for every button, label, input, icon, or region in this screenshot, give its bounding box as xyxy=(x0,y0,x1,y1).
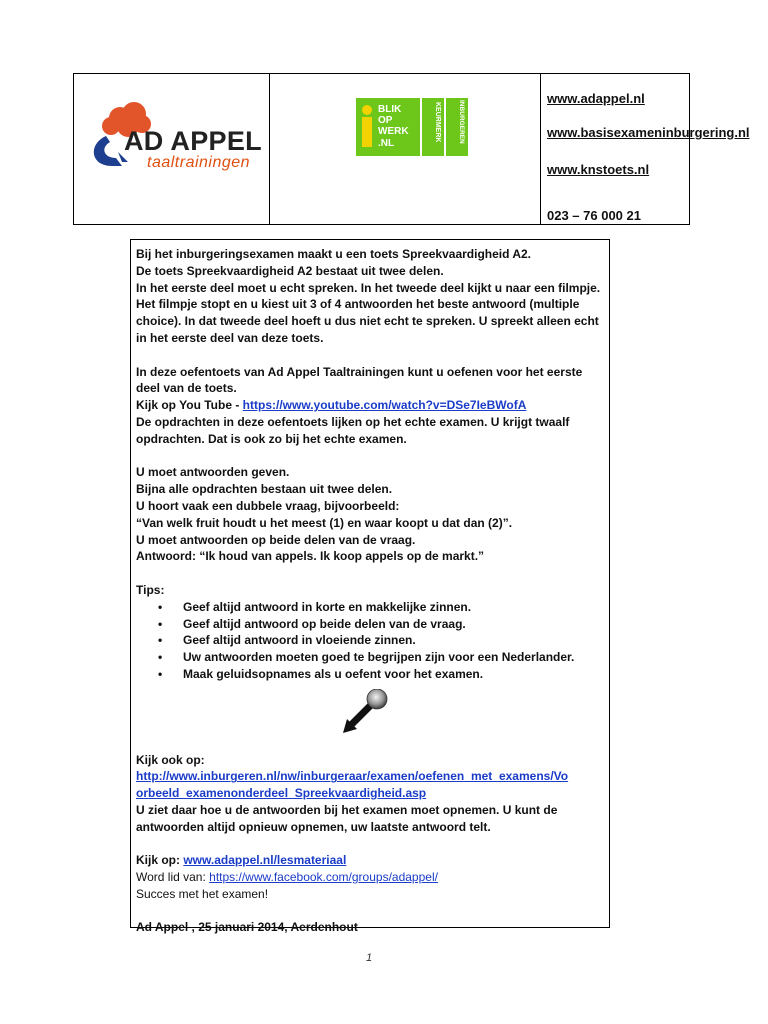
signature-line: Ad Appel , 25 januari 2014, Aerdenhout xyxy=(136,920,358,935)
answer-line-3: U hoort vaak een dubbele vraag, bijvoorbeeld: xyxy=(136,498,400,513)
badge-line2: OP xyxy=(378,115,393,126)
answer-line-4: “Van welk fruit houdt u het meest (1) en waar koopt u dat dan (2)”. xyxy=(136,515,513,530)
facebook-line xyxy=(136,869,606,886)
badge-cell xyxy=(270,74,541,224)
lesmateriaal-link[interactable]: www.adappel.nl/lesmateriaal xyxy=(183,853,347,868)
list-item: • Geef altijd antwoord in vloeiende zinnen. xyxy=(158,633,416,648)
lesmateriaal-line xyxy=(136,852,606,869)
practice-paragraph: In deze oefentoets van Ad Appel Taaltrainingen kunt u oefenen voor het eerste deel van de toets. xyxy=(136,364,583,396)
link-adappel[interactable]: www.adappel.nl xyxy=(547,91,645,106)
tips-list xyxy=(136,599,606,683)
list-item: • Uw antwoorden moeten goed te begrijpen zijn voor een Nederlander. xyxy=(158,650,575,665)
inburgeren-link-part-1[interactable]: http://www.inburgeren.nl/nw/inburgeraar/examen/oefenen_met_examens/Vo xyxy=(136,769,569,784)
phone-number: 023 – 76 000 21 xyxy=(547,208,641,223)
lesmateriaal-label: Kijk op: xyxy=(136,853,184,868)
badge-line1: BLIK xyxy=(378,104,402,115)
intro-line-1: Bij het inburgeringsexamen maakt u een toets Spreekvaardigheid A2. xyxy=(136,247,532,261)
page-number: 1 xyxy=(366,952,373,964)
assignments-paragraph: De opdrachten in deze oefentoets lijken op het echte examen. U krijgt twaalf opdrachten. Dat is ook zo bij het echte examen. xyxy=(136,414,570,446)
inburgeren-link-part-2[interactable]: orbeeld_examenonderdeel_Spreekvaardigheid.asp xyxy=(136,786,427,801)
logo-subtitle: taaltrainingen xyxy=(147,154,251,171)
list-item: • Maak geluidsopnames als u oefent voor het examen. xyxy=(158,666,484,681)
answer-line-6: Antwoord: “Ik houd van appels. Ik koop appels op de markt.” xyxy=(136,549,485,564)
facebook-label: Word lid van: xyxy=(136,870,210,885)
list-item: • Geef altijd antwoord in korte en makkelijke zinnen. xyxy=(158,599,472,614)
contact-cell xyxy=(541,74,750,224)
list-item: • Geef altijd antwoord op beide delen van de vraag. xyxy=(158,616,466,631)
header-table xyxy=(73,73,750,225)
inburgeren-link-line-1 xyxy=(136,768,606,785)
blik-op-werk-badge-icon xyxy=(356,98,468,156)
logo-cell xyxy=(74,74,270,224)
youtube-link[interactable]: https://www.youtube.com/watch?v=DSe7IeBWofA xyxy=(242,398,527,413)
recording-paragraph: U ziet daar hoe u de antwoorden bij het examen moet opnemen. U kunt de antwoorden altijd opnieuw opnemen, uw laatste antwoord telt. xyxy=(136,802,558,834)
answer-line-1: U moet antwoorden geven. xyxy=(136,465,290,480)
badge-line4: .NL xyxy=(378,138,395,149)
link-knstoets[interactable]: www.knstoets.nl xyxy=(547,162,650,177)
good-luck-text: Succes met het examen! xyxy=(136,886,269,901)
badge-side1: KEURMERK xyxy=(434,102,441,143)
intro-line-2: De toets Spreekvaardigheid A2 bestaat uit twee delen. xyxy=(136,263,444,278)
content-text xyxy=(136,246,606,936)
youtube-line xyxy=(136,397,606,414)
inburgeren-link-line-2 xyxy=(136,785,606,802)
microphone-icon xyxy=(341,689,391,735)
badge-side2: INBURGEREN xyxy=(458,100,465,144)
see-also-label: Kijk ook op: xyxy=(136,752,205,767)
link-basisexamen[interactable]: www.basisexameninburgering.nl xyxy=(547,125,750,140)
tips-title: Tips: xyxy=(136,582,165,597)
answer-line-2: Bijna alle opdrachten bestaan uit twee delen. xyxy=(136,482,393,497)
logo-name: AD APPEL xyxy=(124,126,262,156)
facebook-link[interactable]: https://www.facebook.com/groups/adappel/ xyxy=(209,870,438,885)
answer-line-5: U moet antwoorden op beide delen van de vraag. xyxy=(136,532,416,547)
intro-paragraph: In het eerste deel moet u echt spreken. In het tweede deel kijkt u naar een filmpje. Het filmpje stopt en u kiest uit 3 of 4 antwoorden het beste antwoord (multiple choice). In dat tweede deel hoeft u dus niet echt te spreken. U spreekt alleen echt in het eerste deel van deze toets. xyxy=(136,280,601,345)
youtube-label: Kijk op You Tube - xyxy=(136,398,243,413)
badge-line3: WERK xyxy=(378,126,409,137)
